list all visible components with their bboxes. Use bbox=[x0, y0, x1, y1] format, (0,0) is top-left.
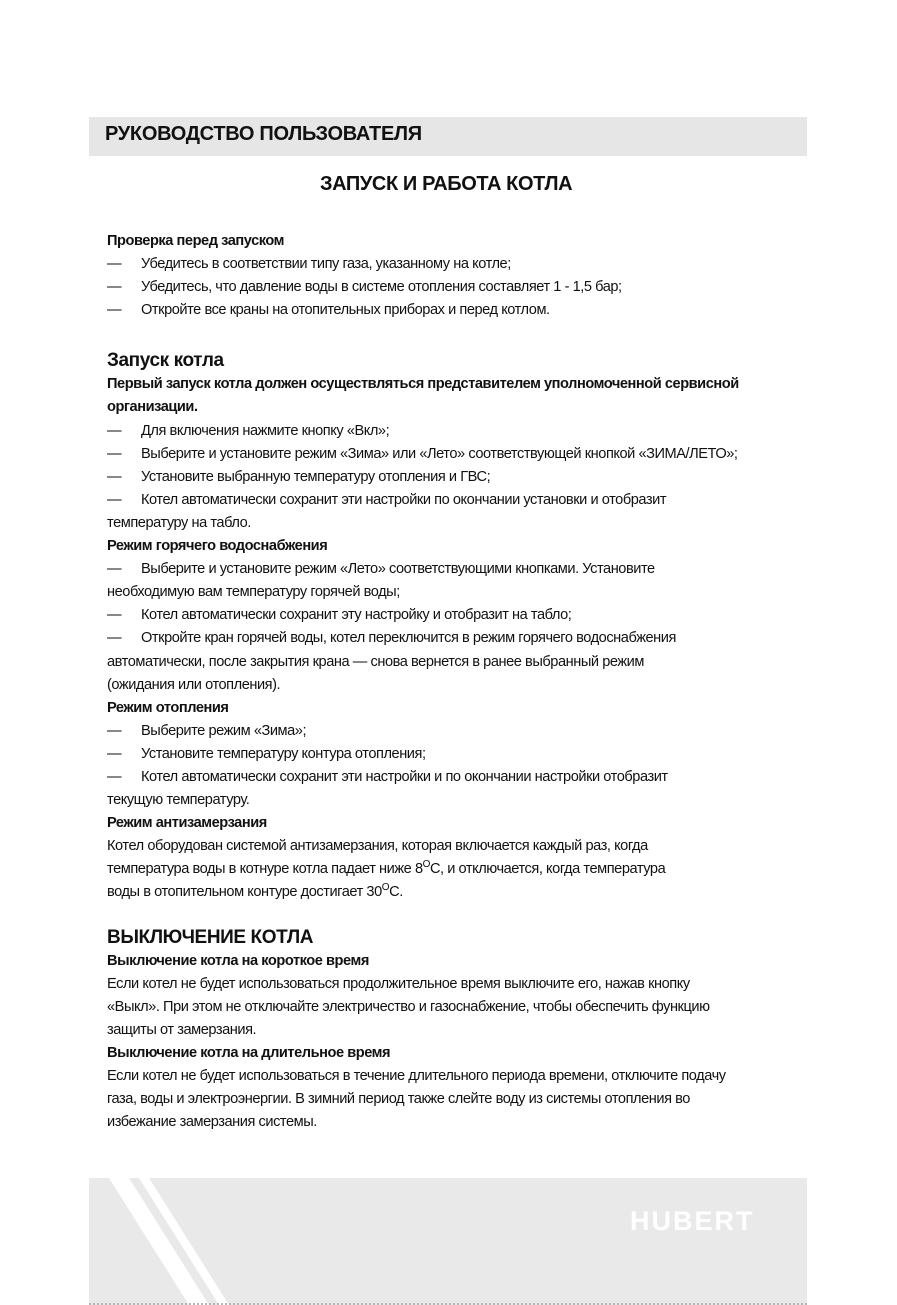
list-marker: — bbox=[107, 468, 122, 485]
shutdown-short-text: Если котел не будет использоваться продолжительное время выключите его, нажав кнопку bbox=[107, 975, 690, 992]
list-item: — Убедитесь в соответствии типу газа, указанному на котле; bbox=[107, 253, 807, 276]
list-item: — Откройте кран горячей воды, котел переключится в режим горячего водоснабжения bbox=[107, 627, 807, 650]
page-title: ЗАПУСК И РАБОТА КОТЛА bbox=[320, 173, 573, 195]
footer-stripes-decoration bbox=[89, 1178, 229, 1305]
list-marker: — bbox=[107, 630, 122, 647]
degree-mark: О bbox=[422, 859, 430, 871]
footer bbox=[89, 1178, 807, 1305]
list-item: — Установите температуру контура отопления; bbox=[107, 743, 807, 766]
list-marker: — bbox=[107, 445, 122, 462]
header-title: РУКОВОДСТВО ПОЛЬЗОВАТЕЛЯ bbox=[105, 123, 422, 145]
list-item: — Откройте все краны на отопительных приборах и перед котлом. bbox=[107, 299, 807, 322]
list-item: — Установите выбранную температуру отопления и ГВС; bbox=[107, 466, 807, 489]
list-item-continuation: автоматически, после закрытия крана — снова вернется в ранее выбранный режим bbox=[107, 653, 644, 670]
antifreeze-heading: Режим антизамерзания bbox=[107, 815, 267, 832]
list-item-continuation: температуру на табло. bbox=[107, 514, 251, 531]
startup-heading: Запуск котла bbox=[107, 350, 224, 372]
shutdown-short-text: защиты от замерзания. bbox=[107, 1021, 257, 1038]
dhw-heading: Режим горячего водоснабжения bbox=[107, 538, 328, 555]
degree-mark: О bbox=[381, 882, 390, 894]
list-marker: — bbox=[107, 302, 122, 319]
list-item: — Выберите и установите режим «Лето» соответствующими кнопками. Установите bbox=[107, 558, 807, 581]
list-item: — Для включения нажмите кнопку «Вкл»; bbox=[107, 420, 807, 443]
header-bar bbox=[89, 117, 807, 156]
list-marker: — bbox=[107, 491, 122, 508]
list-marker: — bbox=[107, 722, 122, 739]
list-item-continuation: текущую температуру. bbox=[107, 792, 250, 809]
shutdown-long-text: Если котел не будет использоваться в течение длительного периода времени, отключите подачу bbox=[107, 1068, 726, 1084]
list-marker: — bbox=[107, 768, 122, 785]
antifreeze-text: воды в отопительном контуре достигает $30^ОС$. bbox=[107, 882, 403, 901]
list-marker: — bbox=[107, 422, 122, 439]
list-marker: — bbox=[107, 279, 122, 296]
heating-heading: Режим отопления bbox=[107, 699, 229, 716]
shutdown-short-heading: Выключение котла на короткое время bbox=[107, 952, 369, 969]
list-marker: — bbox=[107, 561, 122, 578]
antifreeze-text: температура воды в котнуре котла падает ниже $8^ОС$, и отключается, когда температура bbox=[107, 859, 666, 878]
startup-intro-cont: организации. bbox=[107, 399, 198, 416]
list-item: — Котел автоматически сохранит эту настройку и отобразит на табло; bbox=[107, 604, 807, 627]
shutdown-long-text: избежание замерзания системы. bbox=[107, 1114, 317, 1131]
list-marker: — bbox=[107, 256, 122, 273]
list-item-continuation: (ожидания или отопления). bbox=[107, 676, 281, 693]
list-item: — Выберите режим «Зима»; bbox=[107, 720, 807, 743]
startup-intro: Первый запуск котла должен осуществляться представителем уполномоченной сервисной bbox=[107, 376, 739, 393]
shutdown-short-text: «Выкл». При этом не отключайте электричество и газоснабжение, чтобы обеспечить функцию bbox=[107, 998, 710, 1015]
document-body bbox=[107, 230, 807, 1134]
footer-dotted-edge bbox=[89, 1301, 807, 1305]
list-item: — Убедитесь, что давление воды в системе отопления составляет 1 - 1,5 бар; bbox=[107, 276, 807, 299]
shutdown-long-text: газа, воды и электроэнергии. В зимний период также слейте воду из системы отопления во bbox=[107, 1091, 690, 1108]
hubert-logo: HUBERT bbox=[630, 1206, 755, 1236]
check-heading: Проверка перед запуском bbox=[107, 233, 285, 249]
list-item: — Выберите и установите режим «Зима» или «Лето» соответствующей кнопкой «ЗИМА/ЛЕТО»; bbox=[107, 443, 807, 466]
list-marker: — bbox=[107, 745, 122, 762]
shutdown-long-heading: Выключение котла на длительное время bbox=[107, 1044, 391, 1061]
list-item-continuation: необходимую вам температуру горячей воды; bbox=[107, 584, 400, 601]
shutdown-heading: ВЫКЛЮЧЕНИЕ КОТЛА bbox=[107, 926, 314, 948]
antifreeze-text: Котел оборудован системой антизамерзания, которая включается каждый раз, когда bbox=[107, 838, 648, 855]
list-item: — Котел автоматически сохранит эти настройки по окончании установки и отобразит bbox=[107, 489, 807, 512]
list-item: — Котел автоматически сохранит эти настройки и по окончании настройки отобразит bbox=[107, 766, 807, 789]
list-marker: — bbox=[107, 607, 122, 624]
